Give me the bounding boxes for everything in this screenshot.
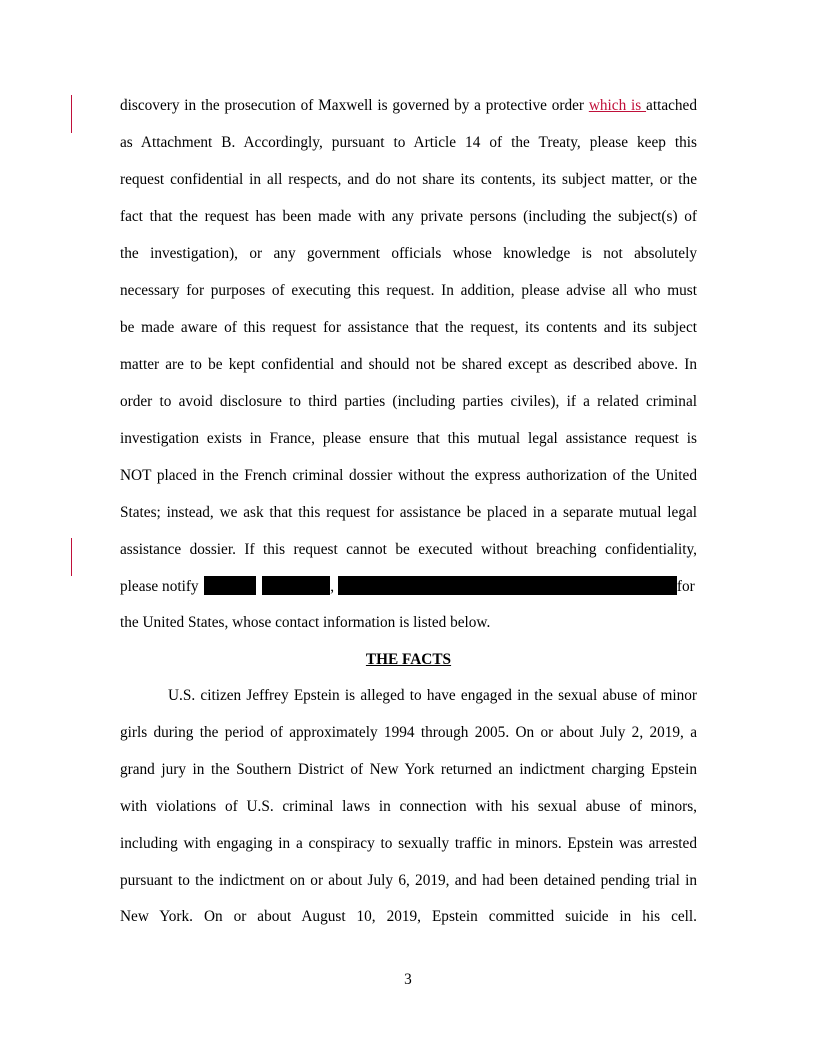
body-text: , [330, 578, 335, 595]
body-line: investigation exists in France, please ensure that this mutual legal assistance request is [120, 430, 697, 447]
body-line: fact that the request has been made with any private persons (including the subject(s) of [120, 208, 697, 225]
body-line [120, 96, 697, 116]
redaction-block [338, 576, 677, 595]
body-line: the investigation), or any government officials whose knowledge is not absolutely [120, 245, 697, 262]
body-line: NOT placed in the French criminal dossier without the express authorization of the United [120, 467, 697, 484]
redaction-block [262, 576, 330, 595]
body-text: for [676, 578, 695, 595]
body-line: U.S. citizen Jeffrey Epstein is alleged to have engaged in the sexual abuse of minor [168, 687, 697, 704]
body-line-with-redactions [120, 576, 697, 597]
body-line: with violations of U.S. criminal laws in connection with his sexual abuse of minors, [120, 798, 697, 815]
body-text: discovery in the prosecution of Maxwell is governed by a protective order [120, 97, 589, 114]
body-line: as Attachment B. Accordingly, pursuant to Article 14 of the Treaty, please keep this [120, 134, 697, 151]
section-heading: THE FACTS [365, 651, 452, 668]
body-line: the United States, whose contact information is listed below. [120, 614, 491, 631]
body-line: New York. On or about August 10, 2019, Epstein committed suicide in his cell. [120, 908, 697, 925]
body-text: assistance dossier. [120, 541, 245, 558]
body-text: attached [646, 97, 697, 114]
body-line: States; instead, we ask that this request for assistance be placed in a separate mutual legal [120, 504, 697, 521]
body-line: grand jury in the Southern District of New York returned an indictment charging Epstein [120, 761, 697, 778]
body-line: girls during the period of approximately 1994 through 2005. On or about July 2, 2019, a [120, 724, 697, 741]
revision-change-bar [71, 538, 72, 576]
body-text: If this request cannot be executed without breaching confidentiality, [244, 541, 697, 558]
body-line: including with engaging in a conspiracy to sexually traffic in minors. Epstein was arrested [120, 835, 697, 852]
body-line: matter are to be kept confidential and should not be shared except as described above. In [120, 356, 697, 373]
body-line: be made aware of this request for assistance that the request, its contents and its subject [120, 319, 697, 336]
body-line: necessary for purposes of executing this request. In addition, please advise all who must [120, 282, 697, 299]
redaction-block [204, 576, 256, 595]
body-line [120, 540, 697, 560]
body-line: request confidential in all respects, and do not share its contents, its subject matter, or the [120, 171, 697, 188]
revision-change-bar [71, 95, 72, 133]
body-line: order to avoid disclosure to third parties (including parties civiles), if a related criminal [120, 393, 697, 410]
inserted-text: which is [588, 97, 647, 114]
body-line: pursuant to the indictment on or about July 6, 2019, and had been detained pending trial in [120, 872, 697, 889]
body-text: please notify [120, 578, 199, 595]
page-number: 3 [404, 971, 412, 988]
